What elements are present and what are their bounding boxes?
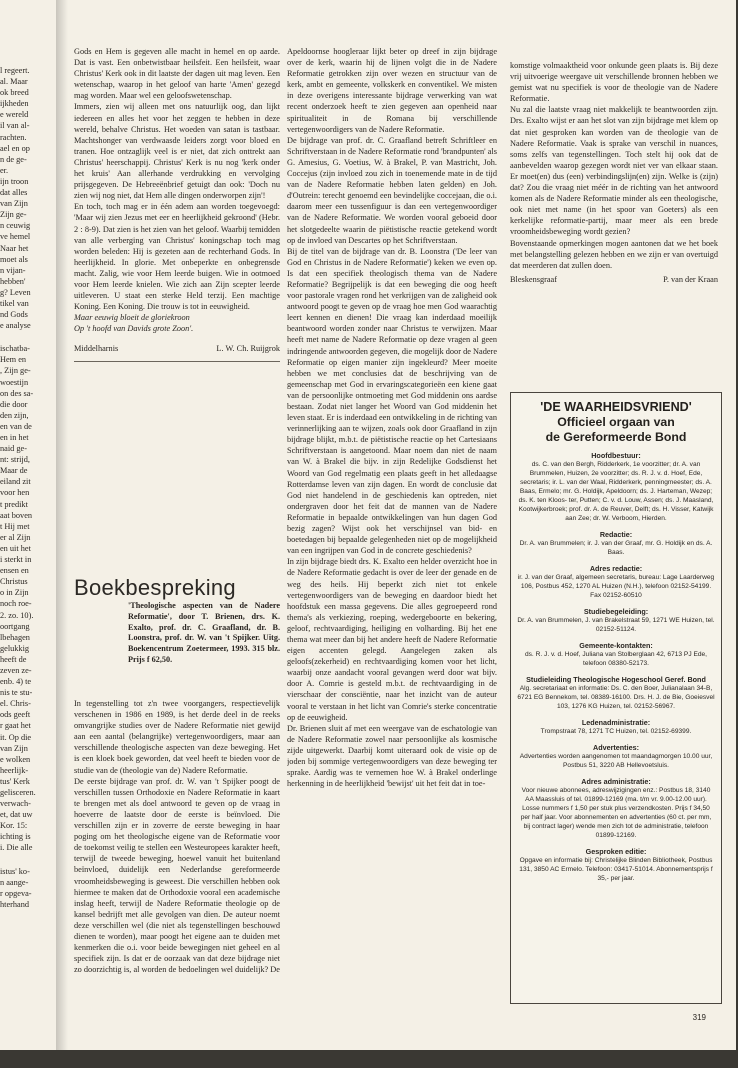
fragment-line: al. Maar xyxy=(0,77,28,87)
fragment-line: o in Zijn xyxy=(0,588,29,598)
fragment-line: e analyse xyxy=(0,321,31,331)
fragment-line: nd Gods xyxy=(0,310,28,320)
page-gutter-shadow xyxy=(56,0,68,1050)
article-paragraph: Immers, zien wij alleen met ons natuurlijk oog, dan lijkt iedereen en alles het voor het zeggen te hebben in deze wereld, behalve Christus. Het woeden van satan is tastbaar. Machtshonger van verdwaasde leiders zorgt voor bloed en tranen. Hoe ontzaglijk veel is er niet, dat zich onttrekt aan Christus' heerschappij. Christus' Kerk is nu nog 'kerk onder het kruis' Aan allerhande verdrukking en vervolging prijsgegeven. De Hebreeënbrief getuigt dan ook: 'Doch nu zien wij nog niet, dat Hem alle dingen onderworpen zijn'! xyxy=(74,102,280,201)
section-heading: Boekbespreking xyxy=(74,575,236,600)
fragment-line: e wolken xyxy=(0,754,31,764)
colophon-heading: Redactie: xyxy=(599,530,633,539)
signature-place: Middelharnis xyxy=(74,344,119,354)
fragment-line: Hem en xyxy=(0,355,27,365)
review-column-3 xyxy=(510,60,718,285)
poem-line: Op 't hoofd van Davids grote Zoon'. xyxy=(74,324,194,334)
fragment-line: er. xyxy=(0,165,9,175)
colophon-heading: Gemeente-kontakten: xyxy=(579,641,653,650)
fragment-line: i sterkt in xyxy=(0,555,32,565)
fragment-line: van Zijn xyxy=(0,743,28,753)
book-info-block xyxy=(128,601,280,666)
signature-name: L. W. Ch. Ruijgrok xyxy=(216,344,280,354)
fragment-line: ijn troon xyxy=(0,176,29,186)
fragment-line: verwach- xyxy=(0,799,31,809)
review-column-1 xyxy=(74,698,280,975)
review-paragraph: Bovenstaande opmerkingen mogen aantonen dat we het boek met belangstelling gelezen hebben en we zijn er van overtuigd dat meerderen dat zullen doen. xyxy=(510,238,718,270)
article-signature xyxy=(74,343,280,354)
review-signature xyxy=(510,274,718,285)
colophon-section xyxy=(511,451,721,523)
book-info: 'Theologische aspecten van de Nadere Reformatie', door T. Brienen, drs. K. Exalto, prof. dr. C. Graafland, dr. B. Loonstra, prof. dr. W. van 't Spijker. Uitg. Boekencentrum Zoetermeer, 1993. 315 blz. Prijs f 62,50. xyxy=(128,601,280,664)
fragment-line: nt: strijd, xyxy=(0,455,30,465)
fragment-line: t Hij met xyxy=(0,521,30,531)
colophon-section xyxy=(511,718,721,736)
colophon-section xyxy=(511,777,721,840)
fragment-line: lbehagen xyxy=(0,632,30,642)
fragment-line: ijkheden xyxy=(0,99,29,109)
fragment-line: on des sa- xyxy=(0,388,34,398)
article-paragraph: Gods en Hem is gegeven alle macht in hemel en op aarde. Dat is vast. Een onbetwistbaar heilsfeit. Een heilsfeit, waar Christus' Kerk ook in dit laatste der dagen uit mag leven. Een wetenschap, waarop in het geloof van harte 'Amen' gezegd mag worden. Maar wel een geloofswetenschap. xyxy=(74,47,280,101)
fragment-line: enb. 4) te xyxy=(0,677,32,687)
colophon-heading: Advertenties: xyxy=(593,743,639,752)
colophon-text: ds. R. J. v. d. Hoef, Juliana van Stolberglaan 42, 6713 PJ Ede, telefoon 08380-52173. xyxy=(524,651,708,667)
fragment-line: en in het xyxy=(0,433,29,442)
fragment-line: il van al- xyxy=(0,121,30,131)
fragment-line: ods geeft xyxy=(0,710,31,720)
fragment-line: en van de xyxy=(0,421,32,431)
fragment-line: ve hemel xyxy=(0,232,31,242)
fragment-line: ensen en xyxy=(0,566,29,576)
colophon-section xyxy=(511,847,721,883)
fragment-line: en uit het xyxy=(0,543,31,553)
fragment-line: n ceuwig xyxy=(0,221,31,231)
signature-place: Bleskensgraaf xyxy=(510,274,557,284)
colophon-text: Alg. secretariaat en informatie: Ds. C. den Boer, Julianalaan 34-B, 6721 EG Bennekom, tel. 08389-16100. Drs. H. J. de Bie, Goeiesvel 103, 1276 KG Huizen, tel. 02152-56967. xyxy=(517,685,715,710)
fragment-line: hterhand xyxy=(0,899,30,909)
review-paragraph: komstige volmaaktheid voor onkunde geen plaats is. Bij deze vrij uitvoerige weergave uit verschillende bronnen hebben we gemist wat nu specifiek is voor de theologie van de Nadere Reformatie. xyxy=(510,61,718,104)
fragment-line: heeft de xyxy=(0,654,27,664)
colophon-section xyxy=(511,743,721,770)
fragment-line: et, dat uw xyxy=(0,810,33,820)
article-paragraph: En toch, toch mag er in één adem aan worden toegevoegd: 'Maar wij zien Jezus met eer en heerlijkheid gekroond' (Hebr. 2 : 8-9). Dat zien is het zien van het geloof. Waarbij temidden van alle verberging van Christus' koningschap toch mag worden beleden: Hij is gezeten aan de rechterhand Gods. In heerlijkheid. In glorie. Met onbeperkte en onbegrensde macht. Zalig, wie voor Hem leerde buigen. Wie in ootmoed voor Hem leerde knielen. Wie zich aan Zijn scepter leerde uitleveren. U staat een sterke Held terzij. Een machtige Koning. Een Koning. Die trouw is tot in eeuwigheid. xyxy=(74,202,280,312)
fragment-line: er al Zijn xyxy=(0,532,31,542)
fragment-line: ichting is xyxy=(0,832,31,842)
fragment-block-3 xyxy=(0,866,56,910)
fragment-line: Kor. 15: xyxy=(0,821,28,831)
fragment-line: aat boven xyxy=(0,510,33,520)
fragment-line: van Zijn xyxy=(0,199,28,209)
review-paragraph: Nu zal die laatste vraag niet makkelijk te beantwoorden zijn. Drs. Exalto wijst er aan het slot van zijn bijdrage met klem op dat niet gesproken kan worden van de theologie van de Nadere Reformatie. Vaak is sprake van verschil in nuances, soms zelfs van tegenstellingen. Toch stelt hij ook dat de aanbevelden waarop gezegen wordt niet ver van elkaar staan. Er moet(en) dus (een) verbindingslijn(en) zijn. Welke is (zijn) dat? Zou die vraag niet méér in de richting van het antwoord komen als de Nadere Reformatie minder als een theologische, ook niet met name (in het spoor van Goeters) als een kerkelijke reformatie-partij, maar meer als een brede vroomheidsbeweging wordt gezien? xyxy=(510,105,718,237)
fragment-line: oortgang xyxy=(0,621,30,631)
colophon-text: Trompstraat 78, 1271 TC Huizen, tel. 02152-69399. xyxy=(540,728,692,735)
review-paragraph: Apeldoornse hoogleraar lijkt beter op dreef in zijn bijdrage over de kerk, waarin hij de lijnen volgt die in de Nadere Reformatie getrokken zijn over wezen en structuur van de kerk, ambt en gemeente, volkskerk en conventikel. We misten in deze overigens interessante bijdrage verwerking van wat recent onderzoek heeft te zien gegeven aan openheid naar spiritualiteit in de Romana bij verschillende vertegenwoordigers van de Nadere Reformatie. xyxy=(287,47,497,134)
colophon-title: 'DE WAARHEIDSVRIEND' xyxy=(540,400,692,414)
colophon-heading: Studiebegeleiding: xyxy=(583,607,649,616)
colophon-section xyxy=(511,641,721,668)
review-paragraph: De bijdrage van prof. dr. C. Graafland betreft Schriftleer en Schriftverstaan in de Nadere Reformatie rond 'brandpunten' als G. Amesius, G. Voetius, W. à Brakel, P. van Mastricht, Joh. Coccejus (zijn invloed zou zich in toenemende mate in de tijd van de Nadere Reformatie hebben laten gelden) en Joh. d'Outrein: terecht genoemd een bevindelijke coccejaan, die o.i. daarom meer een tussenfiguur is dan een vertegenwoordiger van de Nadere Reformatie. We worden vooral geboeid door het slotgedeelte waarin de piëtistische reactie getekend wordt op de invloed van Descartes op het Schriftverstaan. xyxy=(287,135,497,245)
fragment-line: Maar de xyxy=(0,466,28,476)
colophon-heading: Gesproken editie: xyxy=(585,847,647,856)
colophon-text: Opgave en informatie bij: Christelijke Blinden Bibliotheek, Postbus 131, 3850 AC Ermelo. Telefoon: 03417-51014. Abonnementsprijs f 35,- per jaar. xyxy=(519,857,713,882)
fragment-line: Naar het xyxy=(0,243,29,253)
fragment-line: el. Chris- xyxy=(0,699,31,709)
fragment-line: g? Leven xyxy=(0,287,31,297)
colophon-heading: Adres administratie: xyxy=(581,777,651,786)
signature-name: P. van der Kraan xyxy=(663,274,718,284)
review-paragraph: Bij de titel van de bijdrage van dr. B. Loonstra ('De leer van God en Christus in de Nadere Reformatie') keken we even op. Is dat een specifiek theologisch thema van de Nadere Reformatie? Begrijpelijk is dat een beweging die oog heeft voor pastorale vragen rond het verkrijgen van de zaligheid ook antwoord poogt te geven op de vraag hoe men God waarachtig leert kennen en dienen! Die vraag kan inderdaad moeilijk beantwoord worden zonder naar Christus te verwijzen. Maar heeft met name de Nadere Reformatie op deze vragen al geen indringende antwoorden gegeven, die mogelijk door de Nadere Reformatie op eigen manier zijn ingekleurd? Meer moeite hebben we met conclusies dat de beschrijving van de gemeenschap met God in ervaringscategorieën een kiene gaat van de persoonlijke ontmoeting met God middenin ons aardse bestaan. Zodat niet langer het Woord van God middenin het leven staat. Er is inderdaad een ontwikkeling in de richting van verinnerlijking aan te wijzen, zoals ook door Graafland in zijn bijdrage blijkt, m.b.t. de piëtistische reactie op het Cartesiaans Schriftverstaan is aangetoond. Maar noem dan niet de naam van W. à Brakel die bijv. in zijn Redelijke Godsdienst het Woord van God regelmatig een plaats geeft in het alledaagse Rotterdamse leven van zijn dagen. En wordt de conclusie dat God niet handelend in de geschiedenis kan optreden, niet ondergraven door het feit dat de mannen van de Nadere Reformatie in bepaalde ontwikkelingen van hun dagen God bezig zagen? Wijst ook het verschijnsel van bid- en boetedagen bij bepaalde gelegenheden niet op de mogelijkheid van een ingrijpen van God in de concrete geschiedenis? xyxy=(287,246,497,556)
page-number: 319 xyxy=(692,1013,706,1022)
fragment-line: tus' Kerk xyxy=(0,776,30,786)
colophon-heading: Hoofdbestuur: xyxy=(591,451,641,460)
fragment-line: 2. zo. 10). xyxy=(0,610,34,620)
colophon-heading: Studieleiding Theologische Hogeschool Geref. Bond xyxy=(526,675,706,684)
colophon-text: Dr. A. van Brummelen, J. van Brakelstraat 59, 1271 WE Huizen, tel. 02152-51124. xyxy=(517,617,715,633)
fragment-line: hebben' xyxy=(0,276,26,286)
fragment-line: die door xyxy=(0,399,28,409)
fragment-line: woestijn xyxy=(0,377,29,387)
fragment-line: ael en op xyxy=(0,143,30,153)
fragment-line: gelisceren. xyxy=(0,788,36,797)
fragment-block-2 xyxy=(0,343,56,853)
poem-line: Maar eeuwig bloeit de gloriekroon xyxy=(74,313,190,323)
review-column-2 xyxy=(287,46,497,1036)
review-paragraph: De eerste bijdrage van prof. dr. W. van 't Spijker poogt de verschillen tussen Orthodoxie en Nadere Reformatie in kaart te brengen met als doel antwoord te geven op de vraag in hoeverre de laatste door de eerste is beïnvloed. Die verschillen zijn er in zoverre de eerste beweging in haar poging om het theologische eigene van de Reformatie voor de toekomst veilig te stellen een Westeuropees karakter heeft, terwijl de tweede beweging, hoewel vanuit het buitenland beïnvloed, duidelijk een Nederlandse gereformeerde vroomheidsbeweging is geweest. Die verschillen hebben ook hiermee te maken dat de Orthodoxie vooral een academische inslag heeft, terwijl de Nadere Reformatie theologie op de kansel bedrijft met alle gevolgen van dien. De auteur noemt deze verschillen wel (die niet als tegenstellingen beschouwd dienen te worden), maar poogt het eigene aan te duiden met kenmerken die o.i. voor beide bewegingen niet geheel en al specifiek zijn. Is dat er de oorzaak van dat deze bijdrage niet zo doorzichtig is, al worden de bedoelingen wel duidelijk? De xyxy=(74,776,280,975)
fragment-line: n de ge- xyxy=(0,154,27,164)
colophon-heading: Adres redactie: xyxy=(589,564,643,573)
fragment-line: heerlijk- xyxy=(0,765,29,775)
fragment-line: naid ge- xyxy=(0,444,27,454)
fragment-line: tikel van xyxy=(0,298,29,308)
colophon-section xyxy=(511,530,721,557)
fragment-line: it. Op die xyxy=(0,732,32,742)
fragment-line: Christus xyxy=(0,577,28,587)
colophon-text: Voor nieuwe abonnees, adreswijzigingen enz.: Postbus 18, 3140 AA Maassluis of tel. 01899-12169 (ma. t/m vr. 9.00-12.00 uur). Losse nummers f 1,50 per stuk plus verzendkosten. Prijs f 34,50 per half jaar. Voor abonnementen en advertenties (60 ct. per mm, bij contract lager) wende men zich tot de administratie, telefoon 01899-12169. xyxy=(520,787,712,839)
fragment-line: istus' ko- xyxy=(0,866,30,876)
fragment-line: r opgeva- xyxy=(0,888,32,898)
colophon-text: Dr. A. van Brummelen; ir. J. van der Graaf, mr. G. Holdijk en ds. A. Baas. xyxy=(519,540,713,556)
fragment-line: r gaat het xyxy=(0,721,31,731)
fragment-line: e wereld xyxy=(0,110,29,120)
fragment-line: nis te stu- xyxy=(0,688,33,698)
colophon-section xyxy=(511,607,721,634)
fragment-line: dat alles xyxy=(0,188,28,198)
fragment-line: l regeert. xyxy=(0,66,30,75)
colophon-subtitle: Officieel orgaan van xyxy=(557,415,675,429)
divider xyxy=(74,361,280,362)
colophon-section xyxy=(511,675,721,711)
fragment-line: n aange- xyxy=(0,877,29,887)
fragment-line: gelukkig xyxy=(0,643,30,653)
colophon-subtitle: de Gereformeerde Bond xyxy=(545,429,687,444)
fragment-line: den zijn, xyxy=(0,410,29,420)
fragment-line: noch roe- xyxy=(0,599,32,609)
fragment-line: moet als xyxy=(0,254,28,264)
fragment-line: ok breed xyxy=(0,88,29,98)
fragment-line: eiland zit xyxy=(0,477,31,487)
article-column xyxy=(74,46,280,368)
fragment-line: n vijan- xyxy=(0,265,26,275)
fragment-line: rachten. xyxy=(0,132,27,142)
fragment-line: ischatba- xyxy=(0,344,30,354)
colophon-heading: Ledenadministratie: xyxy=(581,718,651,727)
fragment-line: t predikt xyxy=(0,499,28,509)
review-paragraph: In tegenstelling tot z'n twee voorgangers, respectievelijk verschenen in 1986 en 1989, is het derde deel in de reeks omvangrijke studies over de Nadere Reformatie niet gewijd aan een aantal (belangrijke) vertegenwoordigers, maar aan verschillende theologische aspecten van deze beweging. Het is een kloek boek geworden, dat veel heeft te bieden voor de studie van de (theologie van de) Nadere Reformatie. xyxy=(74,699,280,775)
review-paragraph: In zijn bijdrage biedt drs. K. Exalto een helder overzicht hoe in de Nadere Reformatie gedacht is over de leer der genade en de weg des heils. Hij beperkt zich niet tot enkele vertegenwoordigers van de beweging en daardoor biedt het hoofdstuk een massa gegevens. Die alles gegroepeerd rond thema's als verkiezing, roeping, wedergeboorte en bekering, geloof, rechtvaardiging, heiliging en volharding. Bij het ene thema wat meer dan bij het andere heeft de Nadere Reformatie eigen accenten gelegd. Aangelegen zaken als geloofs(zekerheid) en rechtvaardiging komen voor het licht, waarbij onze aandacht vooral gevangen werd door wat bijv. door A. Comrie is gesteld m.b.t. de rechtvaardiging in de vierschaar der consciëntie, naar het inzicht van de auteur vooral te verstaan in het licht van Comrie's sterke concentratie op de eeuwigheid. xyxy=(287,557,497,722)
fragment-line: zeven ze- xyxy=(0,665,32,675)
fragment-block-1 xyxy=(0,65,56,331)
fragment-line: , Zijn ge- xyxy=(0,366,31,376)
fragment-line: voor hen xyxy=(0,488,30,498)
colophon-text: ds. C. van den Bergh, Ridderkerk, 1e voorzitter; dr. A. van Brummelen, Huizen, 2e voorzitter; ds. R. J. v. d. Hoef, Ede, secretaris; ir. L. van der Waal, Ridderkerk, penningmeester; ds. A. Baas, Ermelo; mr. G. Holdijk, Apeldoorn; ds. J. Harteman, Wezep; ds. K. ten Kloos- ter, Putten; C. v. d. Louw, Assen; ds. J. Maasland, Kootwijkerbroek; prof. dr. A. de Reuver, Delft; ds. H. Visser, Katwijk aan Zee; dr. W. Verboom, Hierden. xyxy=(518,461,714,522)
fragment-line: Zijn ge- xyxy=(0,210,27,220)
colophon-section xyxy=(511,564,721,600)
colophon-text: ir. J. van der Graaf, algemeen secretaris, bureau: Lage Laarderweg 106, Postbus 452, 1270 AL Huizen (N.H.), telefoon 02152-54199. Fax 02152-60510 xyxy=(517,574,715,599)
review-paragraph: Dr. Brienen sluit af met een weergave van de eschatologie van de Nadere Reformatie zowel naar persoonlijke als kosmische zijde uitgewerkt. Daarbij komt uiteraard ook de visie op de joden bij sommige vertegenwoordigers van deze beweging ter sprake. Aardig was te vernemen hoe W. à Brakel onderlinge herkenning in de heerlijkheid 'bewijst' uit het feit dat in toe- xyxy=(287,723,497,789)
fragment-line: i. Die alle xyxy=(0,843,33,853)
colophon-text: Advertenties worden aangenomen tot maandagmorgen 10.00 uur, Postbus 51, 3220 AB Hellevoetsluis. xyxy=(519,753,713,769)
colophon-box xyxy=(510,392,722,1004)
left-column-fragment xyxy=(0,65,56,910)
